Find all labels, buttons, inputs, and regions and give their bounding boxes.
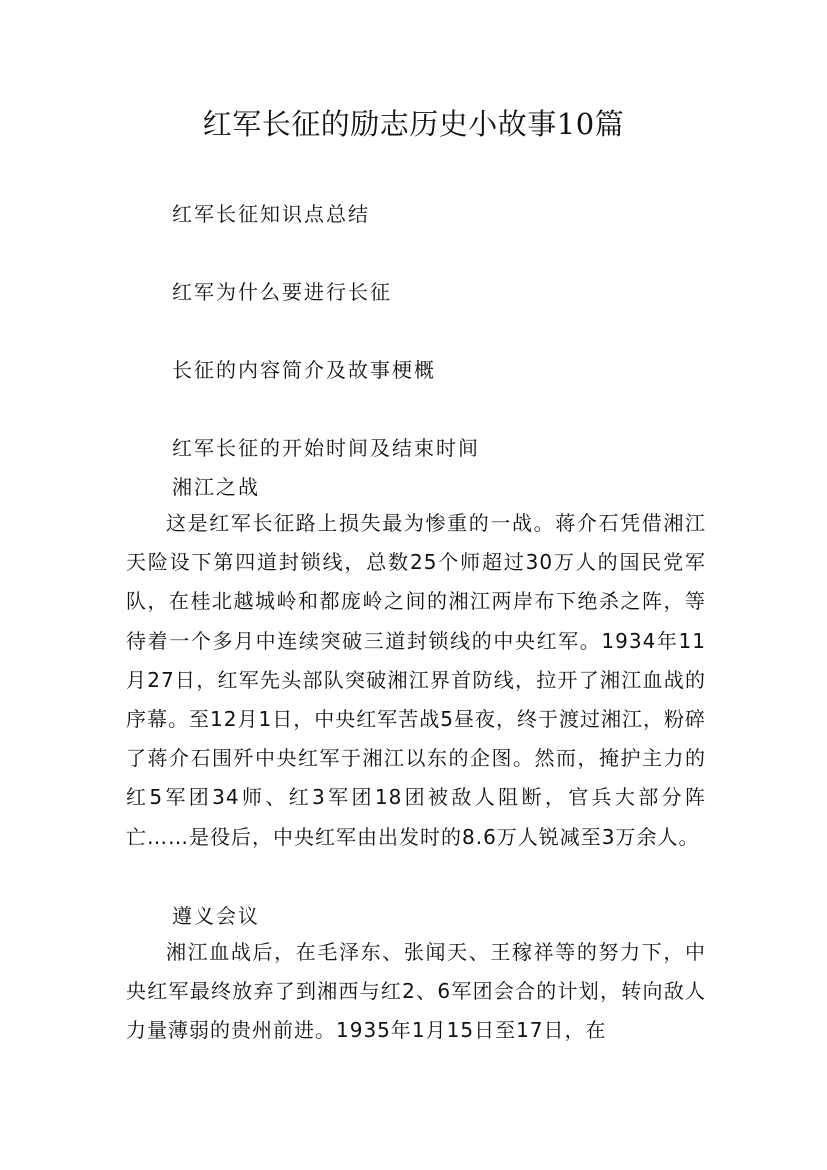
document-title: 红军长征的励志历史小故事10篇 <box>202 107 625 141</box>
section-heading-zunyi: 遵义会议 <box>172 904 260 928</box>
toc-item-2: 红军为什么要进行长征 <box>172 280 392 304</box>
section-heading-xiangjiang: 湘江之战 <box>172 475 260 499</box>
section-body-zunyi: 湘江血战后，在毛泽东、张闻天、王稼祥等的努力下，中央红军最终放弃了到湘西与红2、6军团会合的计划，转向敌人力量薄弱的贵州前进。1935年1月15日至17日，在 <box>126 940 706 1043</box>
toc-item-4: 红军长征的开始时间及结束时间 <box>172 436 480 460</box>
section-body-xiangjiang: 这是红军长征路上损失最为惨重的一战。蒋介石凭借湘江天险设下第四道封锁线，总数25个师超过30万人的国民党军队，在桂北越城岭和都庞岭之间的湘江两岸布下绝杀之阵，等待着一个多月中连续突破三道封锁线的中央红军。1934年11月27日，红军先头部队突破湘江界首防线，拉开了湘江血战的序幕。至12月1日，中央红军苦战5昼夜，终于渡过湘江，粉碎了蒋介石围歼中央红军于湘江以东的企图。然而，掩护主力的红5军团34师、红3军团18团被敌人阻断，官兵大部分阵亡……是役后，中央红军由出发时的8.6万人锐减至3万余人。 <box>126 511 706 849</box>
toc-item-1: 红军长征知识点总结 <box>172 202 370 226</box>
toc-item-3: 长征的内容简介及故事梗概 <box>172 358 436 382</box>
